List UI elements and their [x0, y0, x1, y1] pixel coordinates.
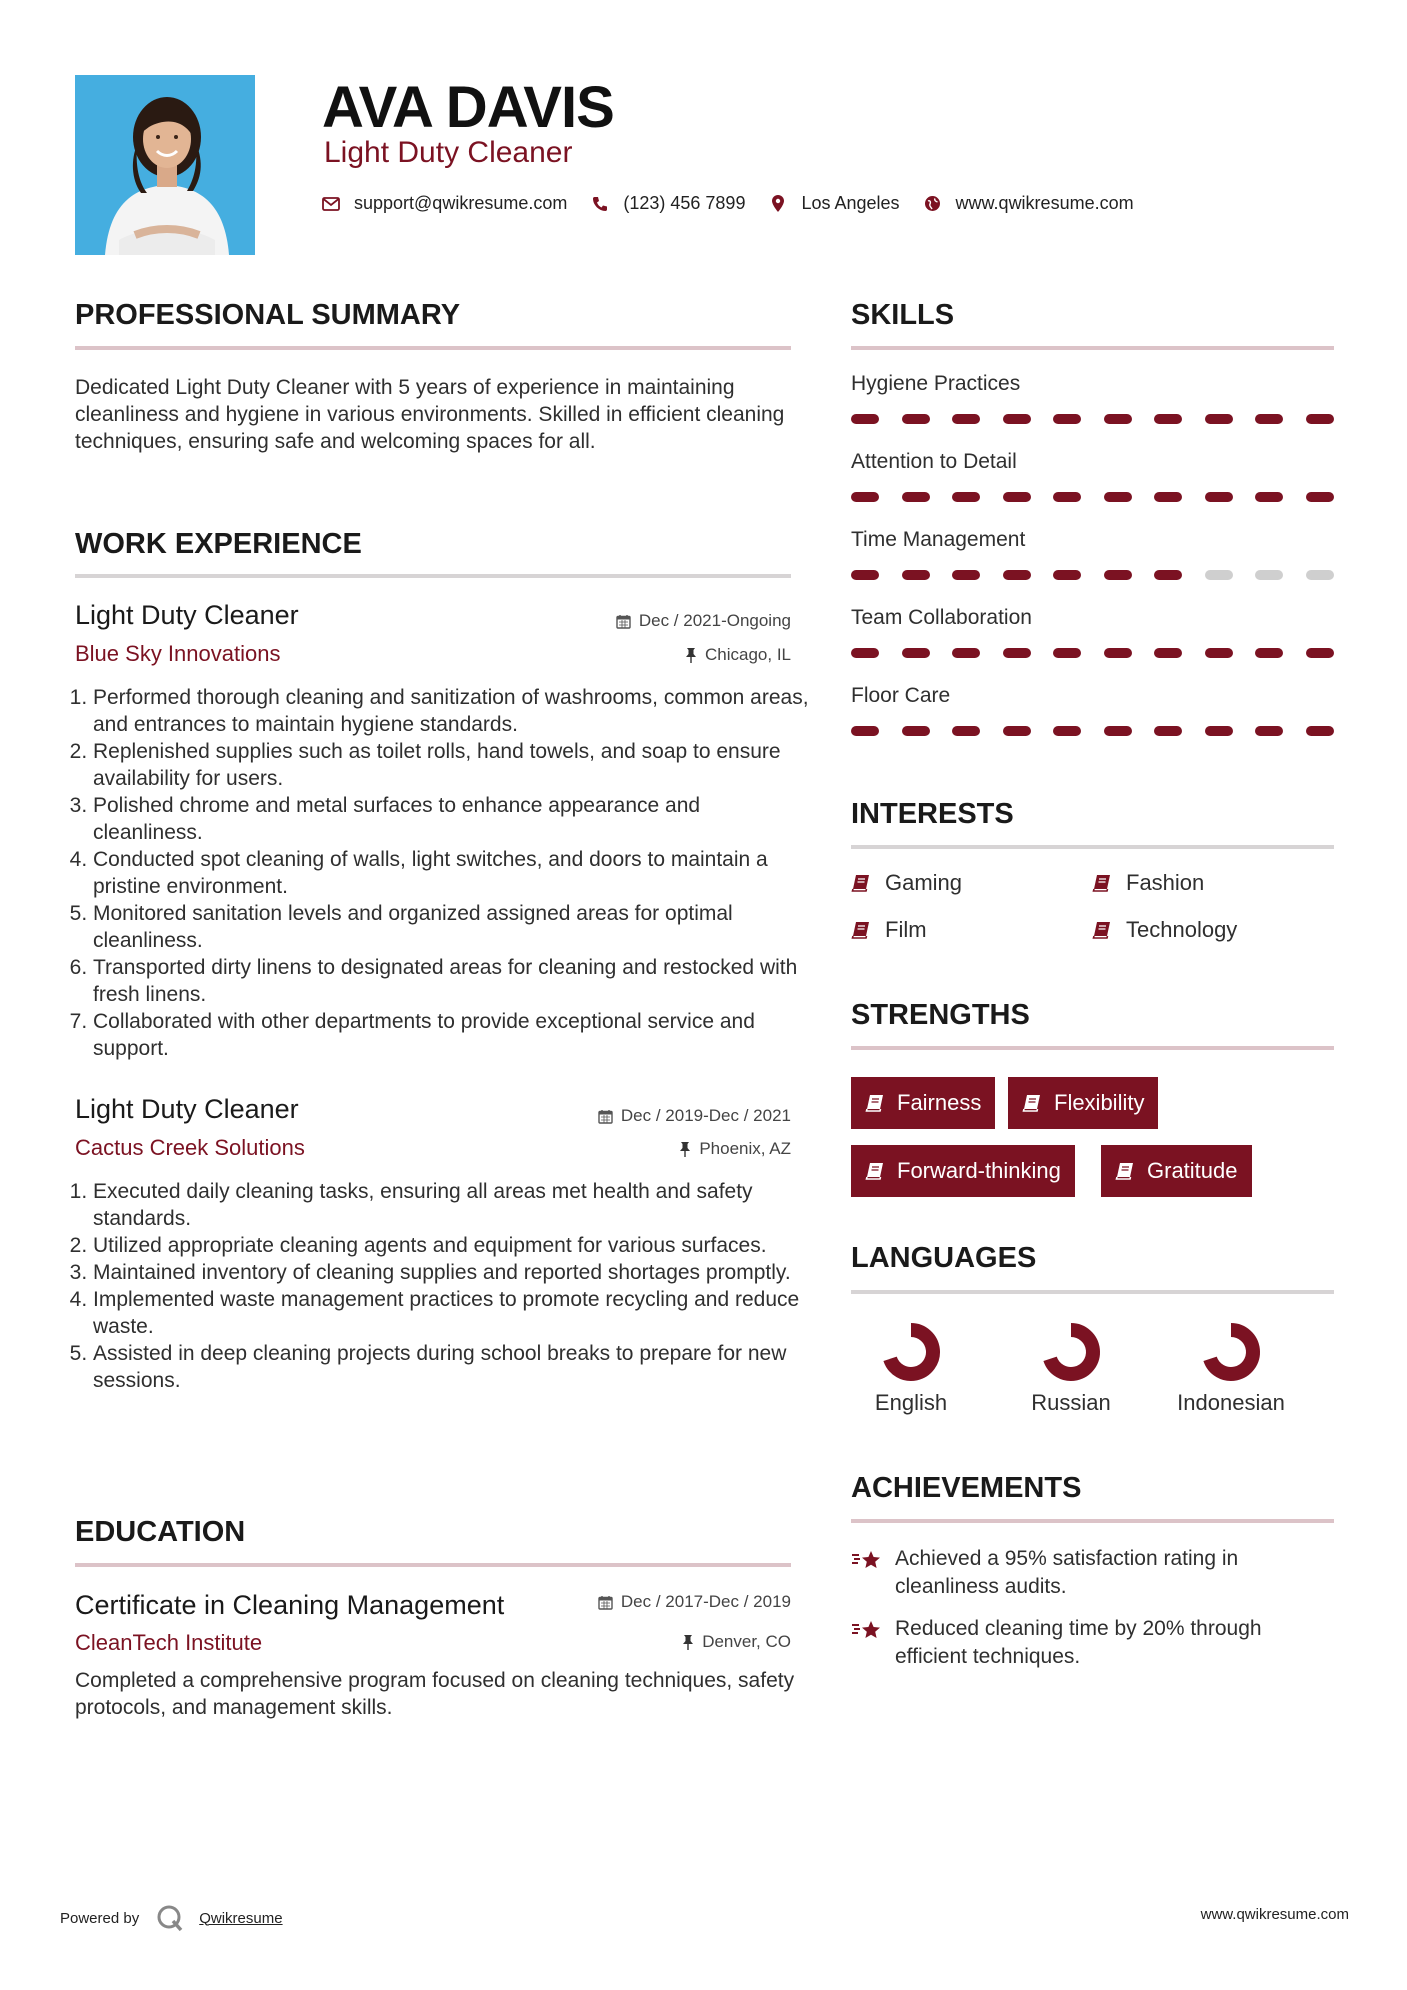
skill-item — [851, 528, 1334, 606]
education-degree: Certificate in Cleaning Management — [75, 1590, 505, 1620]
interest-item — [1092, 870, 1204, 896]
summary-heading: PROFESSIONAL SUMMARY — [75, 299, 461, 331]
profile-photo — [75, 75, 255, 255]
skill-dot — [952, 726, 980, 736]
job-date — [480, 1106, 791, 1126]
strength-label: Forward-thinking — [897, 1158, 1061, 1183]
trophy-star-icon — [851, 1619, 883, 1643]
skill-dot — [1255, 648, 1283, 658]
book-icon — [865, 1161, 885, 1181]
languages-list — [846, 1320, 1296, 1416]
skill-dot — [952, 648, 980, 658]
calendar-icon — [616, 614, 631, 629]
job-location — [480, 1139, 791, 1159]
contact-website[interactable] — [924, 193, 1134, 214]
education-heading: EDUCATION — [75, 1516, 246, 1548]
list-item: 2. Replenished supplies such as toilet rolls, hand towels, and soap to ensure availability for users. — [93, 738, 813, 792]
language-name: English — [874, 1390, 948, 1415]
footer-powered-by — [60, 1903, 283, 1933]
skill-dot — [902, 648, 930, 658]
book-icon — [851, 873, 871, 893]
interest-label: Fashion — [1126, 870, 1205, 895]
skill-rating — [851, 570, 1334, 580]
skill-name: Attention to Detail — [851, 450, 1017, 473]
job-date — [480, 611, 791, 631]
language-name: Indonesian — [1177, 1390, 1285, 1415]
list-item: 5. Assisted in deep cleaning projects during school breaks to prepare for new sessions. — [93, 1340, 813, 1394]
skill-dot — [952, 414, 980, 424]
skill-dot — [1255, 570, 1283, 580]
achievement-text: Achieved a 95% satisfaction rating in cleanliness audits. — [895, 1547, 1239, 1598]
skill-dot — [1053, 570, 1081, 580]
strengths-divider — [851, 1046, 1334, 1050]
strength-tag — [1008, 1077, 1158, 1129]
job-title: Light Duty Cleaner — [75, 600, 299, 630]
job-location-text: Phoenix, AZ — [699, 1139, 791, 1158]
skill-dot — [1104, 570, 1132, 580]
skill-dot — [1154, 570, 1182, 580]
skill-item — [851, 450, 1334, 528]
skill-item — [851, 372, 1334, 450]
language-level-ring — [1199, 1320, 1263, 1384]
pushpin-icon — [682, 1634, 694, 1650]
skills-list — [851, 372, 1334, 762]
interest-item — [1092, 917, 1237, 943]
skill-dot — [1255, 414, 1283, 424]
list-item: 4. Conducted spot cleaning of walls, light switches, and doors to maintain a pristine environment. — [93, 846, 813, 900]
website-text: www.qwikresume.com — [955, 193, 1134, 213]
education-date — [480, 1592, 791, 1612]
language-level-ring — [1039, 1320, 1103, 1384]
language-level-ring — [879, 1320, 943, 1384]
skill-dot — [1205, 570, 1233, 580]
skill-dot — [1154, 648, 1182, 658]
education-location — [480, 1632, 791, 1652]
skill-dot — [1003, 414, 1031, 424]
candidate-name: AVA DAVIS — [322, 75, 614, 140]
job-location — [480, 645, 791, 665]
skill-rating — [851, 492, 1334, 502]
globe-icon — [924, 195, 942, 213]
book-icon — [1092, 920, 1112, 940]
language-level-arc — [1050, 1330, 1093, 1374]
list-item: 6. Transported dirty linens to designated areas for cleaning and restocked with fresh linens. — [93, 954, 813, 1008]
job-company: Cactus Creek Solutions — [75, 1135, 305, 1160]
email-text: support@qwikresume.com — [354, 193, 568, 213]
education-divider — [75, 1563, 791, 1567]
language-item — [1166, 1320, 1296, 1416]
skill-dot — [1205, 726, 1233, 736]
language-item — [846, 1320, 976, 1416]
skill-dot — [1104, 414, 1132, 424]
envelope-icon — [322, 195, 340, 213]
strength-tag — [851, 1145, 1075, 1197]
skills-divider — [851, 346, 1334, 350]
language-level-arc — [1210, 1330, 1253, 1374]
skill-dot — [1306, 726, 1334, 736]
skill-dot — [1003, 726, 1031, 736]
skill-dot — [1104, 492, 1132, 502]
skill-dot — [1053, 648, 1081, 658]
achievements-divider — [851, 1519, 1334, 1523]
achievements-heading: ACHIEVEMENTS — [851, 1472, 1082, 1504]
location-text: Los Angeles — [801, 193, 900, 213]
interest-item — [851, 870, 962, 896]
skill-dot — [851, 570, 879, 580]
interests-heading: INTERESTS — [851, 798, 1014, 830]
skill-dot — [851, 492, 879, 502]
list-item: 5. Monitored sanitation levels and organized assigned areas for optimal cleanliness. — [93, 900, 813, 954]
skill-dot — [1205, 648, 1233, 658]
job-bullets — [75, 684, 813, 1062]
contact-location — [769, 193, 899, 214]
list-item: 7. Collaborated with other departments to provide exceptional service and support. — [93, 1008, 813, 1062]
skill-name: Team Collaboration — [851, 606, 1032, 629]
job-bullets — [75, 1178, 813, 1394]
skill-dot — [1003, 648, 1031, 658]
education-date-text: Dec / 2017-Dec / 2019 — [620, 1592, 791, 1611]
strength-tag — [851, 1077, 995, 1129]
skill-item — [851, 684, 1334, 762]
pushpin-icon — [679, 1141, 691, 1157]
job-date-text: Dec / 2019-Dec / 2021 — [620, 1106, 791, 1125]
skill-dot — [1003, 570, 1031, 580]
phone-icon — [591, 195, 609, 213]
pushpin-icon — [685, 647, 697, 663]
skills-heading: SKILLS — [851, 299, 955, 331]
interests-divider — [851, 845, 1334, 849]
interest-label: Film — [885, 917, 927, 942]
skill-dot — [902, 414, 930, 424]
job-location-text: Chicago, IL — [705, 645, 791, 664]
list-item: 3. Maintained inventory of cleaning supplies and reported shortages promptly. — [93, 1259, 813, 1286]
skill-dot — [1255, 492, 1283, 502]
skill-dot — [1154, 414, 1182, 424]
job-date-text: Dec / 2021-Ongoing — [638, 611, 791, 630]
contact-email[interactable] — [322, 193, 567, 214]
skill-dot — [1104, 648, 1132, 658]
languages-heading: LANGUAGES — [851, 1242, 1037, 1274]
skill-rating — [851, 726, 1334, 736]
achievements-list — [851, 1545, 1334, 1671]
book-icon — [1022, 1093, 1042, 1113]
interest-label: Technology — [1126, 917, 1238, 942]
skill-item — [851, 606, 1334, 684]
powered-by-text: Powered by — [60, 1909, 140, 1927]
book-icon — [1092, 873, 1112, 893]
strengths-heading: STRENGTHS — [851, 999, 1030, 1031]
summary-text: Dedicated Light Duty Cleaner with 5 years of experience in maintaining cleanliness and hygiene in various environments. Skilled in efficient cleaning techniques, ensuring safe and welcoming spaces for all. — [75, 376, 785, 453]
list-item: 1. Performed thorough cleaning and sanitization of washrooms, common areas, and entrances to maintain hygiene standards. — [93, 684, 813, 738]
list-item: 1. Executed daily cleaning tasks, ensuring all areas met health and safety standards. — [93, 1178, 813, 1232]
skill-dot — [952, 570, 980, 580]
skill-rating — [851, 414, 1334, 424]
skill-dot — [851, 648, 879, 658]
skill-name: Floor Care — [851, 684, 951, 707]
skill-dot — [851, 726, 879, 736]
strength-label: Gratitude — [1147, 1158, 1238, 1183]
skill-dot — [1205, 414, 1233, 424]
strength-label: Flexibility — [1054, 1090, 1145, 1115]
skill-dot — [851, 414, 879, 424]
skill-dot — [1053, 414, 1081, 424]
education-location-text: Denver, CO — [702, 1632, 791, 1651]
language-item — [1006, 1320, 1136, 1416]
skill-dot — [1104, 726, 1132, 736]
book-icon — [865, 1093, 885, 1113]
language-level-arc — [890, 1330, 933, 1374]
skill-name: Time Management — [851, 528, 1026, 551]
languages-divider — [851, 1290, 1334, 1294]
calendar-icon — [598, 1109, 613, 1124]
experience-divider — [75, 574, 791, 578]
job-company: Blue Sky Innovations — [75, 641, 281, 666]
achievement-text: Reduced cleaning time by 20% through efficient techniques. — [895, 1617, 1262, 1668]
contact-bar — [322, 193, 1158, 214]
skill-dot — [1053, 726, 1081, 736]
interest-item — [851, 917, 927, 943]
skill-rating — [851, 648, 1334, 658]
footer-site[interactable]: www.qwikresume.com — [1200, 1906, 1349, 1923]
achievement-item — [851, 1545, 1334, 1601]
skill-dot — [1053, 492, 1081, 502]
interest-label: Gaming — [885, 870, 963, 895]
trophy-star-icon — [851, 1549, 883, 1573]
qwikresume-logo-icon — [155, 1903, 185, 1933]
contact-phone[interactable] — [591, 193, 745, 214]
skill-dot — [1154, 726, 1182, 736]
education-text: Completed a comprehensive program focused on cleaning techniques, safety protocols, and management skills. — [75, 1669, 795, 1719]
job-title: Light Duty Cleaner — [75, 1094, 299, 1124]
skill-dot — [902, 726, 930, 736]
book-icon — [1115, 1161, 1135, 1181]
brand-link[interactable]: Qwikresume — [199, 1909, 283, 1927]
experience-heading: WORK EXPERIENCE — [75, 528, 362, 560]
calendar-icon — [598, 1595, 613, 1610]
education-school: CleanTech Institute — [75, 1630, 263, 1655]
skill-dot — [902, 570, 930, 580]
skill-name: Hygiene Practices — [851, 372, 1021, 395]
skill-dot — [1255, 726, 1283, 736]
achievement-item — [851, 1615, 1334, 1671]
skill-dot — [1154, 492, 1182, 502]
map-pin-icon — [769, 195, 787, 213]
language-name: Russian — [1031, 1390, 1111, 1415]
summary-divider — [75, 346, 791, 350]
strength-tag — [1101, 1145, 1252, 1197]
phone-text: (123) 456 7899 — [623, 193, 746, 213]
skill-dot — [1306, 648, 1334, 658]
skill-dot — [1205, 492, 1233, 502]
skill-dot — [1003, 492, 1031, 502]
book-icon — [851, 920, 871, 940]
list-item: 3. Polished chrome and metal surfaces to enhance appearance and cleanliness. — [93, 792, 813, 846]
candidate-role: Light Duty Cleaner — [324, 136, 573, 169]
skill-dot — [1306, 414, 1334, 424]
list-item: 2. Utilized appropriate cleaning agents and equipment for various surfaces. — [93, 1232, 813, 1259]
skill-dot — [1306, 570, 1334, 580]
skill-dot — [902, 492, 930, 502]
strength-label: Fairness — [897, 1090, 982, 1115]
skill-dot — [1306, 492, 1334, 502]
skill-dot — [952, 492, 980, 502]
list-item: 4. Implemented waste management practices to promote recycling and reduce waste. — [93, 1286, 813, 1340]
